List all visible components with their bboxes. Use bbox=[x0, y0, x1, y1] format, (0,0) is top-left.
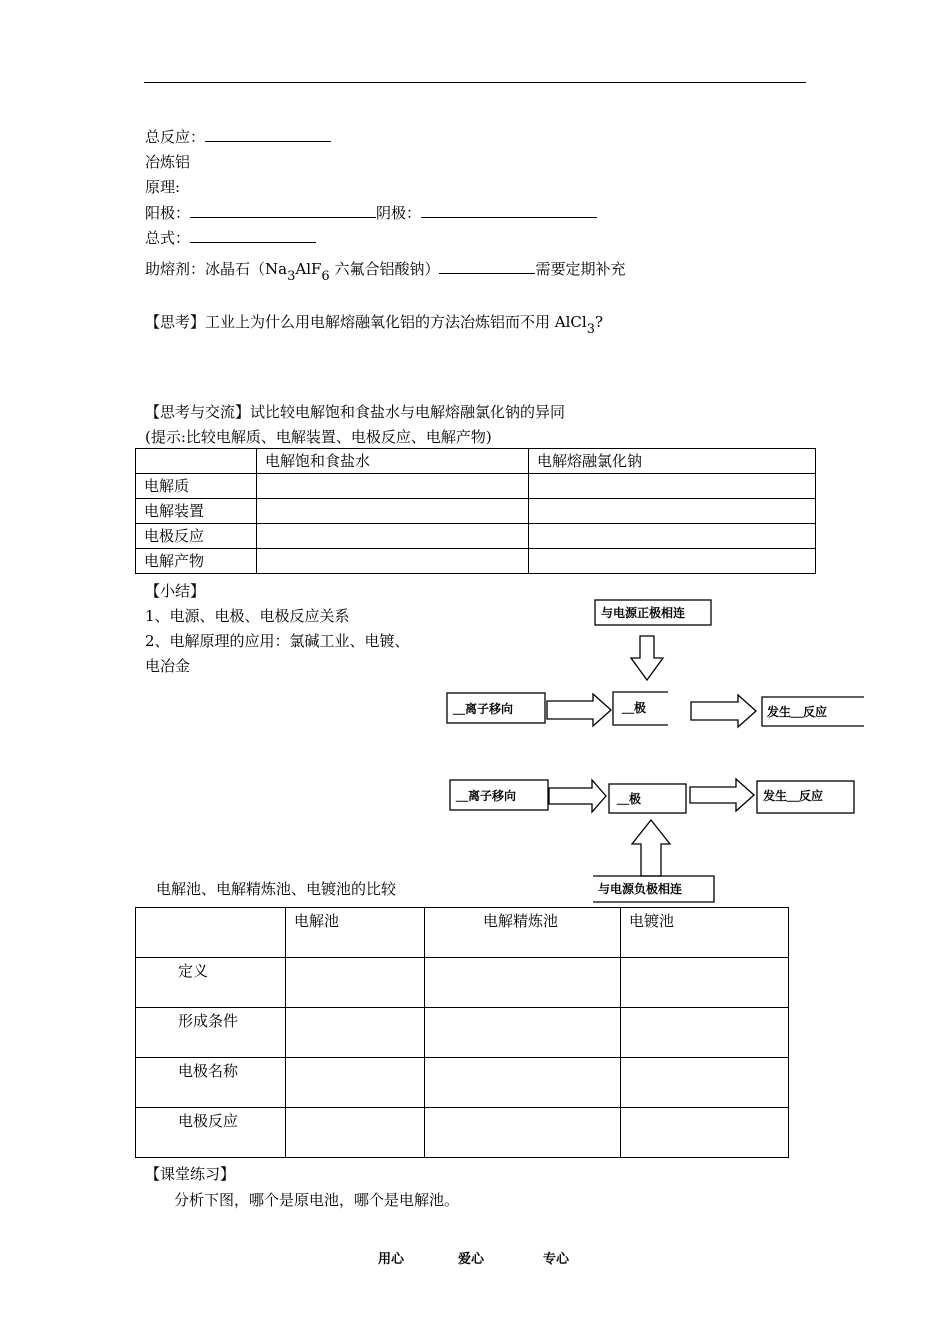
practice-question: 分析下图，哪个是原电池，哪个是电解池。 bbox=[174, 1191, 460, 1209]
row-label: 电极名称 bbox=[136, 1058, 286, 1108]
empty-cell bbox=[425, 1008, 621, 1058]
table-row bbox=[136, 958, 789, 1008]
table-header-row bbox=[136, 908, 789, 958]
right-arrow bbox=[690, 779, 754, 811]
empty-cell bbox=[621, 1008, 789, 1058]
react-box-2-label: 发生＿反应 bbox=[763, 789, 824, 803]
bottom-box-label: 与电源负极相连 bbox=[598, 882, 683, 896]
empty-cell bbox=[621, 958, 789, 1008]
row-label: 电解产物 bbox=[136, 549, 257, 574]
empty-cell bbox=[286, 958, 425, 1008]
exchange-hint: (提示:比较电解质、电解装置、电极反应、电解产物) bbox=[145, 428, 492, 446]
flux-text: 六氟合铝酸钠） bbox=[329, 260, 440, 278]
practice-title: 【课堂练习】 bbox=[145, 1165, 236, 1183]
empty-cell bbox=[286, 1108, 425, 1158]
footer-text: 用心 bbox=[378, 1252, 405, 1267]
top-box-label: 与电源正极相连 bbox=[601, 606, 686, 620]
ion-box-1-label: ＿离子移向 bbox=[453, 702, 514, 716]
up-arrow bbox=[632, 820, 670, 876]
overall-label: 总式： bbox=[145, 229, 191, 247]
table-header-cell: 电解精炼池 bbox=[425, 908, 621, 958]
row-label: 电解质 bbox=[136, 474, 257, 499]
electrode-2-label: ＿极 bbox=[617, 792, 642, 806]
flux-text: AlF bbox=[295, 260, 322, 278]
table-row bbox=[136, 1008, 789, 1058]
table-header-cell: 电解饱和食盐水 bbox=[257, 449, 529, 474]
summary-item-2-cont: 电冶金 bbox=[145, 657, 191, 675]
electrode-1-label: ＿极 bbox=[622, 701, 647, 715]
exchange-title: 【思考与交流】试比较电解饱和食盐水与电解熔融氯化钠的异同 bbox=[145, 403, 566, 421]
empty-cell bbox=[286, 1058, 425, 1108]
footer-text: 专心 bbox=[543, 1252, 570, 1267]
think-text: ? bbox=[594, 313, 604, 331]
right-arrow bbox=[547, 694, 611, 726]
down-arrow bbox=[631, 636, 663, 680]
total-reaction-label: 总反应： bbox=[145, 128, 206, 146]
row-label: 形成条件 bbox=[136, 1008, 286, 1058]
table-header-cell: 电镀池 bbox=[621, 908, 789, 958]
cathode-label: 阴极： bbox=[376, 204, 422, 222]
empty-cell bbox=[621, 1058, 789, 1108]
summary-item-1: 1、电源、电极、电极反应关系 bbox=[145, 607, 350, 625]
flux-subscript: 6 bbox=[321, 269, 330, 284]
table2-caption: 电解池、电解精炼池、电镀池的比较 bbox=[156, 880, 397, 898]
row-label: 电极反应 bbox=[136, 524, 257, 549]
row-label: 定义 bbox=[136, 958, 286, 1008]
footer-text: 爱心 bbox=[458, 1252, 485, 1267]
flux-text: 需要定期补充 bbox=[535, 260, 626, 278]
anode-label: 阳极： bbox=[145, 204, 191, 222]
table-header-cell bbox=[136, 908, 286, 958]
comparison-table-2 bbox=[135, 907, 789, 1158]
empty-cell bbox=[425, 1108, 621, 1158]
flux-subscript: 3 bbox=[287, 269, 296, 284]
empty-cell bbox=[621, 1108, 789, 1158]
empty-cell bbox=[286, 1008, 425, 1058]
think-subscript: 3 bbox=[586, 322, 595, 337]
summary-item-2: 2、电解原理的应用：氯碱工业、电镀、 bbox=[145, 632, 410, 650]
think-text: 【思考】工业上为什么用电解熔融氧化铝的方法冶炼铝而不用 AlCl bbox=[145, 313, 587, 331]
table-header-cell: 电解熔融氯化钠 bbox=[529, 449, 816, 474]
ion-box-2-label: ＿离子移向 bbox=[456, 789, 517, 803]
table-row bbox=[136, 1108, 789, 1158]
row-label: 电极反应 bbox=[136, 1108, 286, 1158]
table-row bbox=[136, 1058, 789, 1108]
react-box-1-label: 发生＿反应 bbox=[767, 705, 828, 719]
empty-cell bbox=[425, 1058, 621, 1108]
smelting-al-heading: 冶炼铝 bbox=[145, 153, 191, 171]
empty-cell bbox=[425, 958, 621, 1008]
table-header-cell: 电解池 bbox=[286, 908, 425, 958]
summary-title: 【小结】 bbox=[145, 582, 206, 600]
principle-label: 原理: bbox=[145, 178, 181, 196]
flux-text: 助熔剂：冰晶石（Na bbox=[145, 260, 288, 278]
right-arrow bbox=[549, 780, 606, 812]
row-label: 电解装置 bbox=[136, 499, 257, 524]
right-arrow bbox=[691, 695, 756, 727]
